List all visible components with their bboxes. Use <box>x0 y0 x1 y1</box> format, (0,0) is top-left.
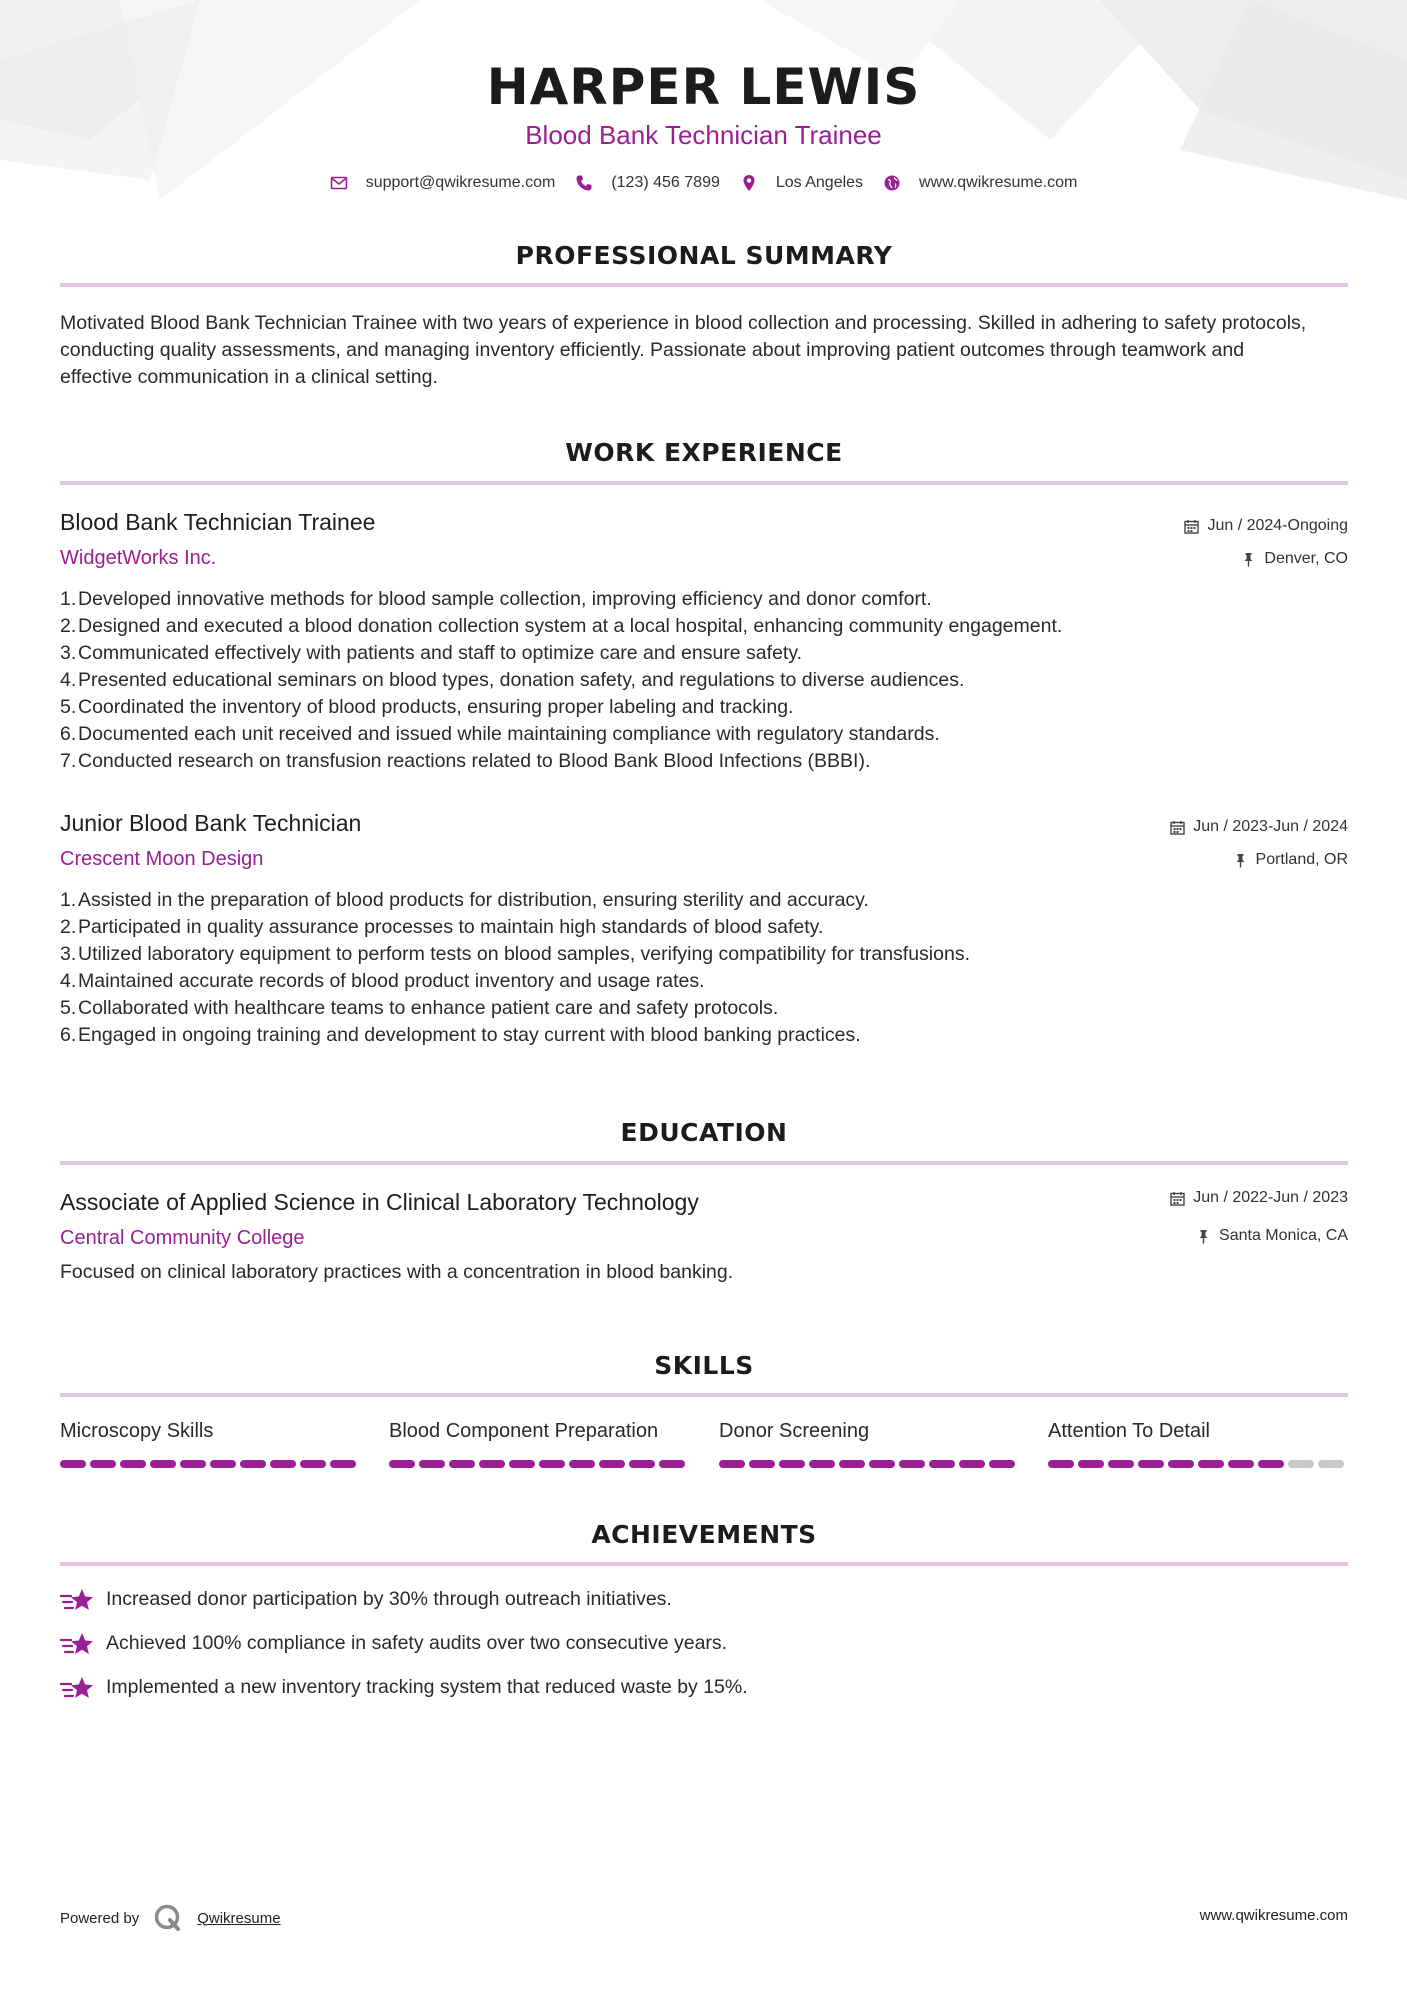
skill-segment-filled <box>449 1460 475 1468</box>
contact-website[interactable] <box>883 174 1077 192</box>
list-item: 5.Coordinated the inventory of blood products, ensuring proper labeling and tracking. <box>60 696 794 718</box>
skill-segment-filled <box>659 1460 685 1468</box>
list-item: 2.Designed and executed a blood donation collection system at a local hospital, enhancing community engagement. <box>60 615 1063 637</box>
job-dates-text: Jun / 2024-Ongoing <box>1207 517 1348 534</box>
qwikresume-logo-icon <box>153 1903 183 1933</box>
section-divider <box>60 481 1348 485</box>
skill-segment-filled <box>899 1460 925 1468</box>
skill-segment-filled <box>989 1460 1015 1468</box>
skill-segment-filled <box>839 1460 865 1468</box>
candidate-role: Blood Bank Technician Trainee <box>525 120 882 150</box>
job-dates <box>1184 517 1348 535</box>
section-title-summary: PROFESSIONAL SUMMARY <box>515 241 893 270</box>
skill-item <box>719 1420 1019 1443</box>
calendar-icon <box>1184 519 1199 534</box>
job-responsibilities <box>60 887 1310 1049</box>
section-divider <box>60 283 1348 287</box>
list-item: 1.Developed innovative methods for blood sample collection, improving efficiency and donor comfort. <box>60 588 932 610</box>
job-dates-text: Jun / 2023-Jun / 2024 <box>1193 818 1348 835</box>
skill-item <box>60 1420 360 1443</box>
skill-level-bar <box>60 1460 360 1468</box>
section-divider <box>60 1161 1348 1165</box>
contact-email[interactable] <box>330 174 556 192</box>
skill-segment-filled <box>809 1460 835 1468</box>
skill-segment-filled <box>90 1460 116 1468</box>
list-item: 6.Documented each unit received and issued while maintaining compliance with regulatory standards. <box>60 723 940 745</box>
company-name: WidgetWorks Inc. <box>60 547 217 569</box>
skill-segment-filled <box>60 1460 86 1468</box>
achievement-text: Implemented a new inventory tracking system that reduced waste by 15%. <box>106 1676 748 1698</box>
contact-location-text: Los Angeles <box>775 174 864 191</box>
skill-segment-filled <box>959 1460 985 1468</box>
skill-segment-filled <box>929 1460 955 1468</box>
job-location <box>1241 550 1348 568</box>
skill-segment-filled <box>330 1460 356 1468</box>
skill-level-bar <box>1048 1460 1348 1468</box>
list-item: 3.Utilized laboratory equipment to perform tests on blood samples, verifying compatibility for transfusions. <box>60 943 970 965</box>
skill-segment-filled <box>479 1460 505 1468</box>
list-item: 5.Collaborated with healthcare teams to enhance patient care and safety protocols. <box>60 997 779 1019</box>
skill-segment-filled <box>120 1460 146 1468</box>
skill-item <box>389 1420 689 1443</box>
skill-segment-filled <box>1078 1460 1104 1468</box>
skill-segment-filled <box>210 1460 236 1468</box>
job-responsibilities <box>60 586 1310 775</box>
pushpin-icon <box>1196 1229 1211 1244</box>
skill-segment-filled <box>1228 1460 1254 1468</box>
job-location-text: Denver, CO <box>1264 550 1348 567</box>
pushpin-icon <box>1241 552 1256 567</box>
job-dates <box>1170 818 1348 836</box>
pushpin-icon <box>1233 853 1248 868</box>
section-title-achievements: ACHIEVEMENTS <box>591 1520 817 1549</box>
calendar-icon <box>1170 1191 1185 1206</box>
list-item: 4.Presented educational seminars on blood types, donation safety, and regulations to diverse audiences. <box>60 669 965 691</box>
footer-powered-by <box>60 1903 281 1933</box>
skill-segment-filled <box>389 1460 415 1468</box>
skill-level-bar <box>389 1460 689 1468</box>
list-item: 6.Engaged in ongoing training and development to stay current with blood banking practices. <box>60 1024 861 1046</box>
map-pin-icon <box>740 174 758 192</box>
skill-segment-filled <box>509 1460 535 1468</box>
globe-icon <box>883 174 901 192</box>
skill-segment-filled <box>1138 1460 1164 1468</box>
shooting-star-icon <box>60 1674 94 1704</box>
school-name: Central Community College <box>60 1227 305 1249</box>
company-name: Crescent Moon Design <box>60 848 264 870</box>
contact-email-text: support@qwikresume.com <box>365 174 556 191</box>
skill-segment-filled <box>1108 1460 1134 1468</box>
section-divider <box>60 1393 1348 1397</box>
skill-segment-filled <box>300 1460 326 1468</box>
skill-segment-filled <box>869 1460 895 1468</box>
achievements-list <box>60 1588 748 1720</box>
skill-segment-filled <box>240 1460 266 1468</box>
section-title-skills: SKILLS <box>654 1351 754 1380</box>
skill-segment-filled <box>569 1460 595 1468</box>
skill-segment-filled <box>779 1460 805 1468</box>
skill-name: Attention To Detail <box>1048 1420 1210 1442</box>
skill-segment-filled <box>270 1460 296 1468</box>
calendar-icon <box>1170 820 1185 835</box>
skill-segment-filled <box>719 1460 745 1468</box>
achievement-item <box>60 1588 748 1632</box>
contact-location <box>740 174 863 192</box>
skill-segment-filled <box>629 1460 655 1468</box>
contact-bar <box>0 174 1407 192</box>
skill-segment-filled <box>1198 1460 1224 1468</box>
job-location-text: Portland, OR <box>1255 851 1348 868</box>
education-location-text: Santa Monica, CA <box>1219 1227 1348 1244</box>
skill-segment-filled <box>539 1460 565 1468</box>
degree-title: Associate of Applied Science in Clinical Laboratory Technology <box>60 1189 699 1215</box>
section-title-experience: WORK EXPERIENCE <box>565 438 843 467</box>
qwikresume-link[interactable]: Qwikresume <box>197 1909 281 1927</box>
job-location <box>1233 851 1348 869</box>
summary-text: Motivated Blood Bank Technician Trainee with two years of experience in blood collection and processing. Skilled in adhering to safety protocols, conducting quality assessments, and managing inventory efficiently. Passionate about improving patient outcomes through teamwork and effective communication in a clinical setting. <box>60 312 1307 388</box>
skills-grid <box>60 1420 1350 1480</box>
skill-segment-filled <box>1168 1460 1194 1468</box>
section-divider <box>60 1562 1348 1566</box>
shooting-star-icon <box>60 1586 94 1616</box>
list-item: 3.Communicated effectively with patients and staff to optimize care and ensure safety. <box>60 642 803 664</box>
list-item: 4.Maintained accurate records of blood product inventory and usage rates. <box>60 970 705 992</box>
education-dates <box>1170 1189 1348 1207</box>
list-item: 2.Participated in quality assurance processes to maintain high standards of blood safety. <box>60 916 824 938</box>
list-item: 7.Conducted research on transfusion reactions related to Blood Bank Blood Infections (BBBI). <box>60 750 871 772</box>
achievement-text: Achieved 100% compliance in safety audits over two consecutive years. <box>106 1632 728 1654</box>
footer-website[interactable]: www.qwikresume.com <box>1199 1907 1348 1924</box>
powered-by-label: Powered by <box>60 1909 140 1927</box>
achievement-item <box>60 1676 748 1720</box>
achievement-text: Increased donor participation by 30% through outreach initiatives. <box>106 1588 672 1610</box>
skill-level-bar <box>719 1460 1019 1468</box>
skill-segment-empty <box>1288 1460 1314 1468</box>
list-item: 1.Assisted in the preparation of blood products for distribution, ensuring sterility and accuracy. <box>60 889 869 911</box>
contact-phone[interactable] <box>575 174 720 192</box>
section-title-education: EDUCATION <box>620 1118 788 1147</box>
skill-name: Blood Component Preparation <box>389 1420 659 1442</box>
contact-phone-text: (123) 456 7899 <box>611 174 720 191</box>
skill-segment-filled <box>180 1460 206 1468</box>
candidate-name: HARPER LEWIS <box>486 58 921 116</box>
job-title: Junior Blood Bank Technician <box>60 810 362 836</box>
education-location <box>1196 1227 1348 1245</box>
shooting-star-icon <box>60 1630 94 1660</box>
achievement-item <box>60 1632 748 1676</box>
phone-icon <box>575 174 593 192</box>
skill-name: Microscopy Skills <box>60 1420 214 1442</box>
skill-segment-filled <box>1258 1460 1284 1468</box>
envelope-icon <box>330 174 348 192</box>
education-dates-text: Jun / 2022-Jun / 2023 <box>1193 1189 1348 1206</box>
education-description: Focused on clinical laboratory practices with a concentration in blood banking. <box>60 1261 734 1283</box>
contact-website-text: www.qwikresume.com <box>919 174 1078 191</box>
job-title: Blood Bank Technician Trainee <box>60 509 376 535</box>
skill-item <box>1048 1420 1348 1443</box>
skill-name: Donor Screening <box>719 1420 870 1442</box>
skill-segment-filled <box>150 1460 176 1468</box>
skill-segment-filled <box>599 1460 625 1468</box>
skill-segment-filled <box>1048 1460 1074 1468</box>
skill-segment-filled <box>749 1460 775 1468</box>
skill-segment-filled <box>419 1460 445 1468</box>
skill-segment-empty <box>1318 1460 1344 1468</box>
